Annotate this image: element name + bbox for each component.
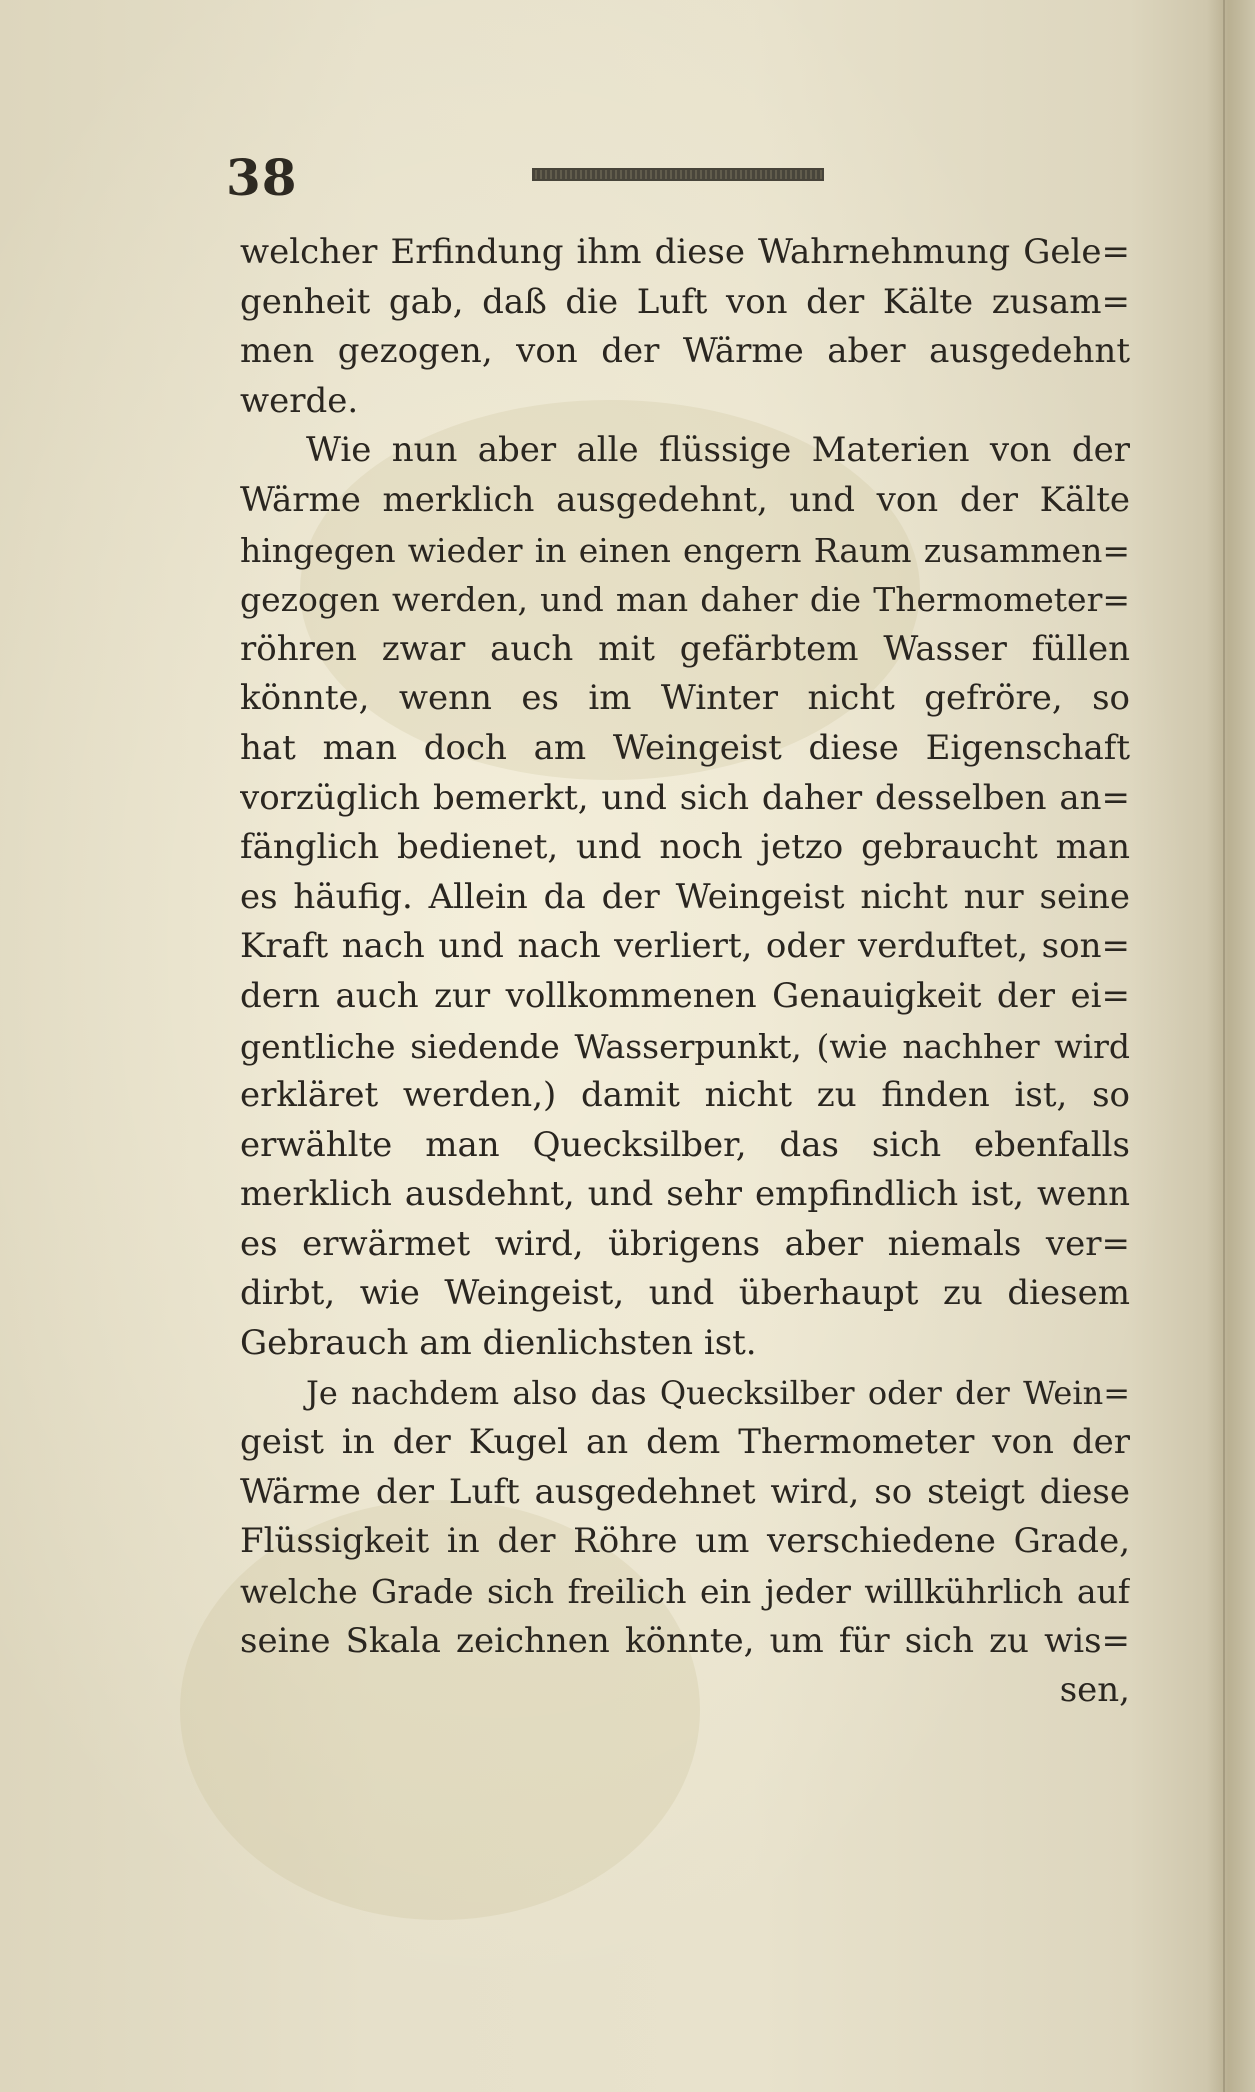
text-line: Wärme der Luft ausgedehnet wird, so steigt diese <box>240 1471 1130 1512</box>
text-line: erwählte man Quecksilber, das sich ebenfalls <box>240 1124 1130 1165</box>
text-line: Flüssigkeit in der Röhre um verschiedene Grade, <box>240 1521 1130 1562</box>
paragraph-first-line: Wie nun aber alle flüssige Materien von der <box>306 430 1130 471</box>
text-line: Wärme merklich ausgedehnt, und von der Kälte <box>240 479 1130 520</box>
text-line: welcher Erfindung ihm diese Wahrnehmung Gele= <box>240 232 1130 272</box>
text-line: röhren zwar auch mit gefärbtem Wasser füllen <box>240 628 1130 669</box>
gutter-line <box>1223 0 1225 2092</box>
text-line: vorzüglich bemerkt, und sich daher desselben an= <box>240 777 1130 818</box>
text-line: es häufig. Allein da der Weingeist nicht nur seine <box>240 876 1130 917</box>
paragraph-first-line: Je nachdem also das Quecksilber oder der Wein= <box>306 1373 1130 1412</box>
text-line: dirbt, wie Weingeist, und überhaupt zu diesem <box>240 1273 1130 1314</box>
text-line: fänglich bedienet, und noch jetzo gebraucht man <box>240 827 1130 868</box>
text-line: Kraft nach und nach verliert, oder verduftet, son= <box>240 926 1130 967</box>
page-gutter <box>1207 0 1255 2092</box>
text-line: erkläret werden,) damit nicht zu finden ist, so <box>240 1075 1130 1116</box>
text-line: dern auch zur vollkommenen Genauigkeit der ei= <box>240 975 1130 1016</box>
text-line: werde. <box>240 380 359 421</box>
text-line: men gezogen, von der Wärme aber ausgedehnt <box>240 331 1130 372</box>
text-line: könnte, wenn es im Winter nicht gefröre, so <box>240 678 1130 719</box>
text-line: gezogen werden, und man daher die Thermometer= <box>240 580 1130 620</box>
text-line: Gebrauch am dienlichsten ist. <box>240 1323 757 1364</box>
body-text <box>240 228 1130 1716</box>
text-line: merklich ausdehnt, und sehr empfindlich ist, wenn <box>240 1174 1130 1215</box>
catchword: sen, <box>1059 1670 1130 1711</box>
header-rule <box>532 168 824 181</box>
text-line: seine Skala zeichnen könnte, um für sich zu wis= <box>240 1620 1130 1661</box>
text-line: gentliche siedende Wasserpunkt, (wie nachher wird <box>240 1026 1130 1066</box>
page-number: 38 <box>226 148 298 207</box>
text-line: genheit gab, daß die Luft von der Kälte zusam= <box>240 281 1130 322</box>
text-line: es erwärmet wird, übrigens aber niemals ver= <box>240 1223 1130 1264</box>
text-line: hingegen wieder in einen engern Raum zusammen= <box>240 530 1130 570</box>
text-line: geist in der Kugel an dem Thermometer von der <box>240 1422 1130 1463</box>
text-line: welche Grade sich freilich ein jeder willkührlich auf <box>240 1572 1130 1612</box>
text-line: hat man doch am Weingeist diese Eigenschaft <box>240 727 1130 768</box>
